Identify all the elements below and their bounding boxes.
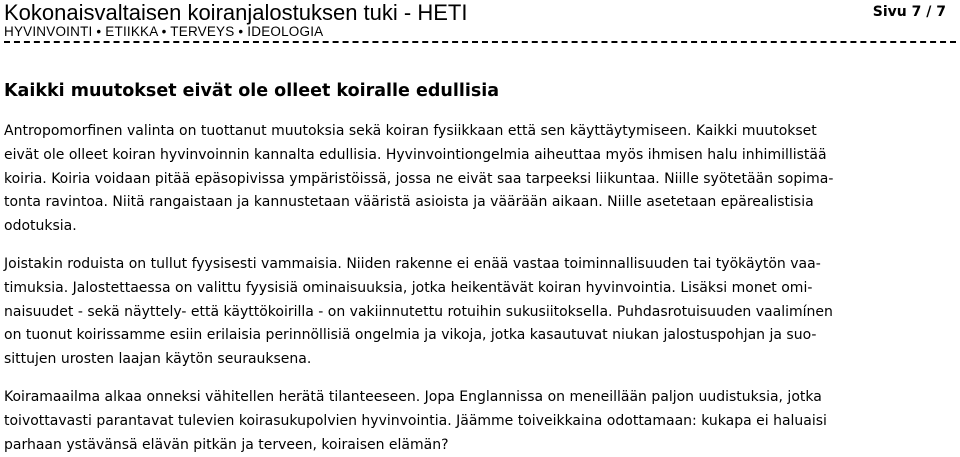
text-line: on tuonut koirissamme esiin erilaisia perinnöllisiä ongelmia ja vikoja, jotka kasautuvat niukan jalostuspohjan ja suo- <box>4 327 817 344</box>
text-line: timuksia. Jalostettaessa on valittu fyysisiä ominaisuuksia, jotka heikentävät koiran hyvinvointia. Lisäksi monet omi- <box>4 279 813 296</box>
text-line: Antropomorfinen valinta on tuottanut muutoksia sekä koiran fysiikkaan että sen käyttäytymiseen. Kaikki muutokset <box>4 123 817 139</box>
text-line: Koiramaailma alkaa onneksi vähitellen herätä tilanteeseen. Jopa Englannissa on meneillään paljon uudistuksia, jotka <box>4 388 822 405</box>
header-divider <box>4 41 956 43</box>
article-body <box>4 120 954 457</box>
site-tagline: HYVINVOINTI • ETIIKKA • TERVEYS • IDEOLOGIA <box>4 24 324 39</box>
text-line: Joistakin roduista on tullut fyysisesti vammaisia. Niiden rakenne ei enää vastaa toiminnallisuuden tai työkäytön vaa- <box>4 255 821 272</box>
text-line: sittujen urosten laajan käytön seurauksena. <box>4 351 312 368</box>
paragraph-2 <box>4 253 954 372</box>
page-number: Sivu 7 / 7 <box>872 4 946 20</box>
paragraph-3 <box>4 386 954 457</box>
text-line: eivät ole olleet koiran hyvinvoinnin kannalta edullisia. Hyvinvointiongelmia aiheuttaa myös ihmisen halu inhimillistää <box>4 146 827 163</box>
article-heading: Kaikki muutokset eivät ole olleet koiralle edullisia <box>4 81 500 101</box>
text-line: odotuksia. <box>4 218 77 235</box>
text-line: koiria. Koiria voidaan pitää epäsopivissa ympäristöissä, jossa ne eivät saa tarpeeksi liikuntaa. Niille syötetään sopima- <box>4 170 834 187</box>
paragraph-1 <box>4 120 954 239</box>
text-line: tonta ravintoa. Niitä rangaistaan ja kannustetaan vääristä asioista ja väärään aikaan. Niille asetetaan epärealistisia <box>4 194 814 211</box>
text-line: naisuudet - sekä näyttely- että käyttökoirilla - on vakiinnutettu rotuihin sukusiitoksella. Puhdasrotuisuuden vaalimínen <box>4 303 833 320</box>
text-line: parhaan ystävänsä elävän pitkän ja terveen, koiraisen elämän? <box>4 436 449 453</box>
text-line: toivottavasti parantavat tulevien koirasukupolvien hyvinvointia. Jäämme toiveikkaina odottamaan: kukapa ei haluaisi <box>4 412 827 429</box>
site-title: Kokonaisvaltaisen koiranjalostuksen tuki - HETI <box>4 0 468 25</box>
